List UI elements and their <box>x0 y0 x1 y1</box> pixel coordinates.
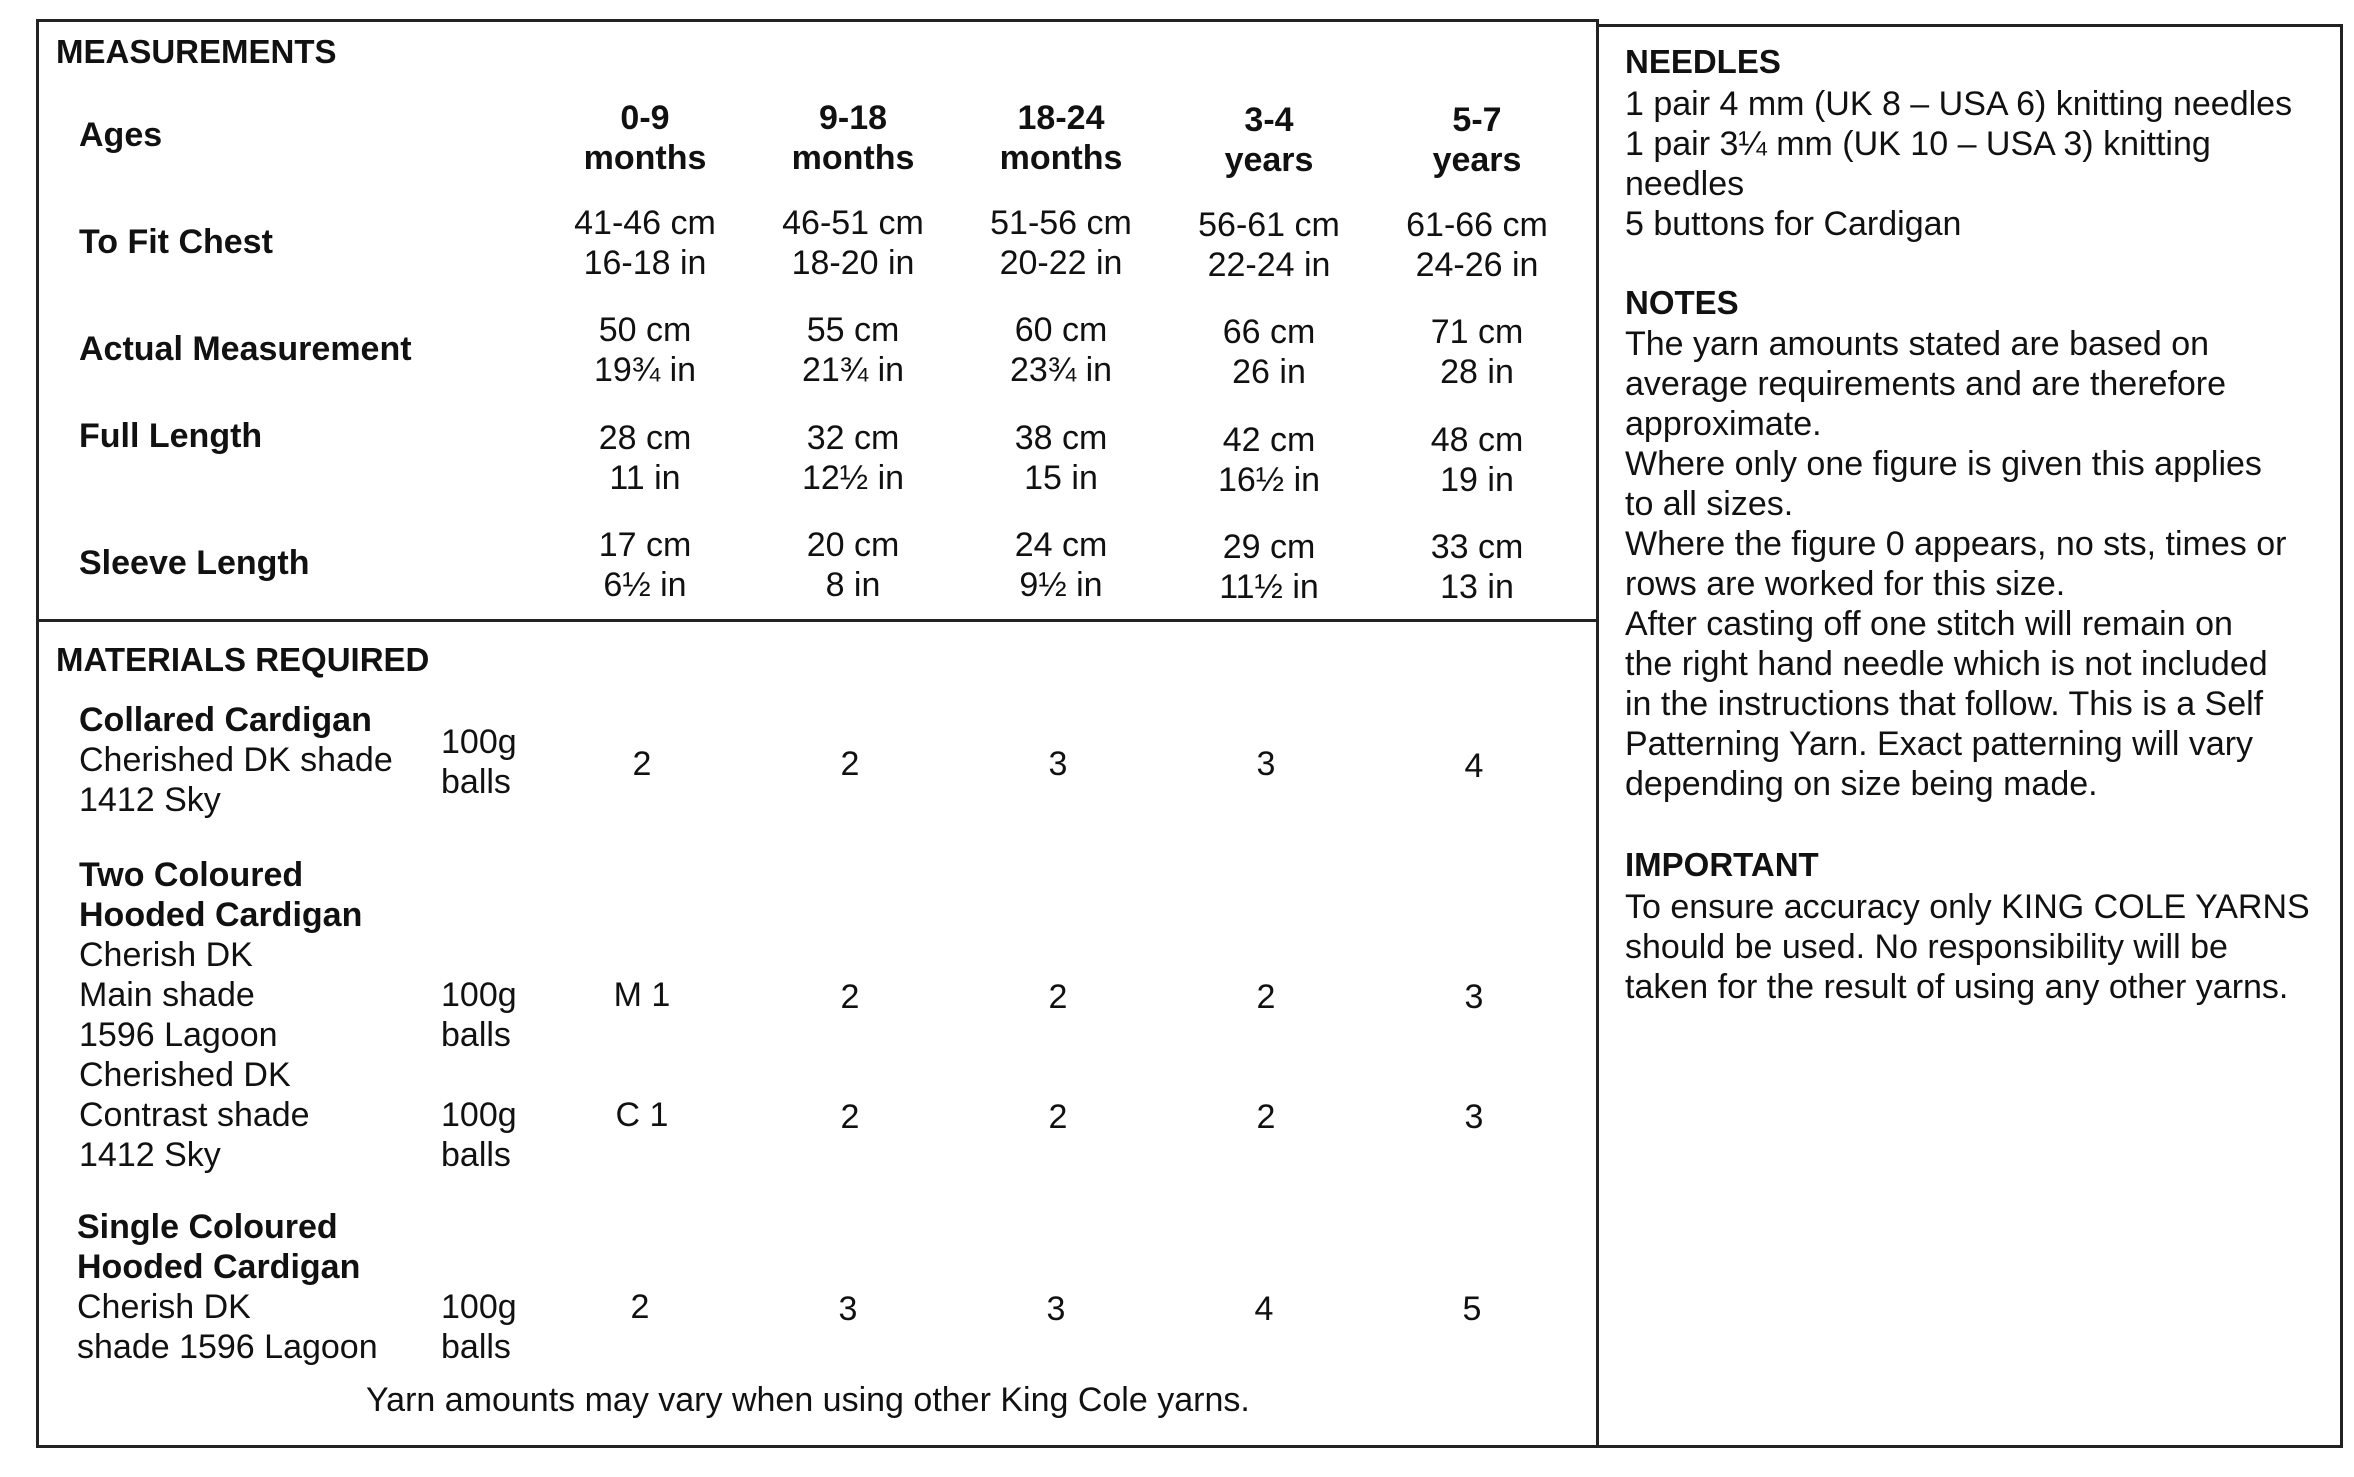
contrast-yarn-line: 1412 Sky <box>79 1136 221 1174</box>
sleeve-value: 8 in <box>825 566 881 604</box>
notes-line: to all sizes. <box>1625 485 1794 523</box>
chest-value: 24-26 in <box>1415 246 1539 284</box>
notes-line: the right hand needle which is not included <box>1625 645 2268 683</box>
notes-line: Where the figure 0 appears, no sts, times or <box>1625 525 2287 563</box>
single-yarn-line: Cherish DK <box>77 1288 251 1326</box>
needles-line: needles <box>1625 165 1745 203</box>
collared-value: 3 <box>1048 745 1068 783</box>
chest-value: 51-56 cm <box>990 204 1132 242</box>
contrast-yarn-line: Cherished DK <box>79 1056 291 1094</box>
contrast-value: 2 <box>1048 1098 1068 1136</box>
notes-line: depending on size being made. <box>1625 765 2098 803</box>
length-value: 38 cm <box>1014 419 1108 457</box>
collared-value: 4 <box>1464 747 1484 785</box>
chest-value: 61-66 cm <box>1406 206 1548 244</box>
length-value: 32 cm <box>806 419 900 457</box>
chest-value: 56-61 cm <box>1198 206 1340 244</box>
age-header: months <box>583 139 707 177</box>
section-divider <box>36 619 1599 622</box>
chest-value: 16-18 in <box>583 244 707 282</box>
chest-value: 20-22 in <box>999 244 1123 282</box>
two-coloured-title: Hooded Cardigan <box>79 896 363 934</box>
actual-value: 28 in <box>1440 353 1514 391</box>
collared-value: 2 <box>840 745 860 783</box>
length-value: 19 in <box>1440 461 1514 499</box>
notes-line: average requirements and are therefore <box>1625 365 2227 403</box>
needles-line: 1 pair 3¼ mm (UK 10 – USA 3) knitting <box>1625 125 2211 163</box>
contrast-value: 3 <box>1464 1098 1484 1136</box>
age-header: 3-4 <box>1244 101 1294 139</box>
age-header: years <box>1224 141 1314 179</box>
main-value: 2 <box>1256 978 1276 1016</box>
single-unit: 100g <box>441 1288 517 1326</box>
sleeve-value: 11½ in <box>1219 568 1319 606</box>
row-label-chest: To Fit Chest <box>79 223 273 261</box>
contrast-yarn-line: Contrast shade <box>79 1096 310 1134</box>
main-value: M 1 <box>613 976 671 1014</box>
age-header: 9-18 <box>818 99 888 137</box>
main-unit: 100g <box>441 976 517 1014</box>
notes-line: in the instructions that follow. This is a Self <box>1625 685 2264 723</box>
age-header: months <box>999 139 1123 177</box>
main-value: 2 <box>1048 978 1068 1016</box>
notes-line: Patterning Yarn. Exact patterning will vary <box>1625 725 2254 763</box>
actual-value: 21¾ in <box>801 351 905 389</box>
actual-value: 19¾ in <box>593 351 697 389</box>
single-value: 2 <box>630 1288 650 1326</box>
notes-heading: NOTES <box>1625 284 1739 321</box>
notes-line: rows are worked for this size. <box>1625 565 2066 603</box>
actual-value: 50 cm <box>598 311 692 349</box>
important-line: To ensure accuracy only KING COLE YARNS <box>1625 888 2310 926</box>
main-yarn-line: 1596 Lagoon <box>79 1016 278 1054</box>
main-value: 2 <box>840 978 860 1016</box>
age-header: years <box>1432 141 1522 179</box>
important-line: should be used. No responsibility will be <box>1625 928 2228 966</box>
single-coloured-title: Hooded Cardigan <box>77 1248 361 1286</box>
single-value: 3 <box>1046 1290 1066 1328</box>
length-value: 28 cm <box>598 419 692 457</box>
materials-footnote: Yarn amounts may vary when using other King Cole yarns. <box>366 1381 1250 1419</box>
single-value: 5 <box>1462 1290 1482 1328</box>
chest-value: 22-24 in <box>1207 246 1331 284</box>
collared-yarn-line: 1412 Sky <box>79 781 221 819</box>
single-value: 3 <box>838 1290 858 1328</box>
contrast-value: 2 <box>840 1098 860 1136</box>
main-unit: balls <box>441 1016 511 1054</box>
sleeve-value: 13 in <box>1440 568 1514 606</box>
age-header: 0-9 <box>620 99 670 137</box>
notes-line: After casting off one stitch will remain on <box>1625 605 2233 643</box>
important-line: taken for the result of using any other yarns. <box>1625 968 2289 1006</box>
notes-line: Where only one figure is given this applies <box>1625 445 2262 483</box>
sleeve-value: 20 cm <box>806 526 900 564</box>
main-yarn-line: Cherish DK <box>79 936 253 974</box>
actual-value: 23¾ in <box>1009 351 1113 389</box>
contrast-value: C 1 <box>615 1096 669 1134</box>
collared-title: Collared Cardigan <box>79 701 372 739</box>
age-header: months <box>791 139 915 177</box>
actual-value: 66 cm <box>1222 313 1316 351</box>
length-value: 16½ in <box>1217 461 1321 499</box>
two-coloured-title: Two Coloured <box>79 856 304 894</box>
notes-line: approximate. <box>1625 405 1822 443</box>
chest-value: 41-46 cm <box>574 204 716 242</box>
chest-value: 18-20 in <box>791 244 915 282</box>
measurements-heading: MEASUREMENTS <box>56 33 337 70</box>
sleeve-value: 6½ in <box>603 566 687 604</box>
single-coloured-title: Single Coloured <box>77 1208 338 1246</box>
chest-value: 46-51 cm <box>782 204 924 242</box>
length-value: 42 cm <box>1222 421 1316 459</box>
sleeve-value: 9½ in <box>1019 566 1103 604</box>
age-header: 5-7 <box>1452 101 1502 139</box>
needles-heading: NEEDLES <box>1625 43 1781 80</box>
collared-value: 2 <box>632 745 652 783</box>
collared-unit: balls <box>441 763 511 801</box>
length-value: 15 in <box>1024 459 1098 497</box>
needles-line: 1 pair 4 mm (UK 8 – USA 6) knitting needles <box>1625 85 2293 123</box>
length-value: 11 in <box>609 459 681 497</box>
contrast-unit: balls <box>441 1136 511 1174</box>
row-label-sleeve: Sleeve Length <box>79 544 310 582</box>
collared-yarn-line: Cherished DK shade <box>79 741 393 779</box>
actual-value: 26 in <box>1232 353 1306 391</box>
actual-value: 60 cm <box>1014 311 1108 349</box>
sleeve-value: 24 cm <box>1014 526 1108 564</box>
contrast-unit: 100g <box>441 1096 517 1134</box>
contrast-value: 2 <box>1256 1098 1276 1136</box>
important-heading: IMPORTANT <box>1625 846 1819 883</box>
row-label-actual: Actual Measurement <box>79 330 412 368</box>
materials-heading: MATERIALS REQUIRED <box>56 641 430 678</box>
sleeve-value: 29 cm <box>1222 528 1316 566</box>
single-unit: balls <box>441 1328 511 1366</box>
single-yarn-line: shade 1596 Lagoon <box>77 1328 378 1366</box>
actual-value: 55 cm <box>806 311 900 349</box>
length-value: 12½ in <box>801 459 905 497</box>
needles-line: 5 buttons for Cardigan <box>1625 205 1962 243</box>
sleeve-value: 33 cm <box>1430 528 1524 566</box>
collared-unit: 100g <box>441 723 517 761</box>
collared-value: 3 <box>1256 745 1276 783</box>
single-value: 4 <box>1254 1290 1274 1328</box>
row-label-ages: Ages <box>79 116 163 154</box>
sleeve-value: 17 cm <box>598 526 692 564</box>
main-value: 3 <box>1464 978 1484 1016</box>
main-yarn-line: Main shade <box>79 976 255 1014</box>
row-label-full-length: Full Length <box>79 417 263 455</box>
actual-value: 71 cm <box>1430 313 1524 351</box>
length-value: 48 cm <box>1430 421 1524 459</box>
notes-line: The yarn amounts stated are based on <box>1625 325 2210 363</box>
age-header: 18-24 <box>1017 99 1105 137</box>
